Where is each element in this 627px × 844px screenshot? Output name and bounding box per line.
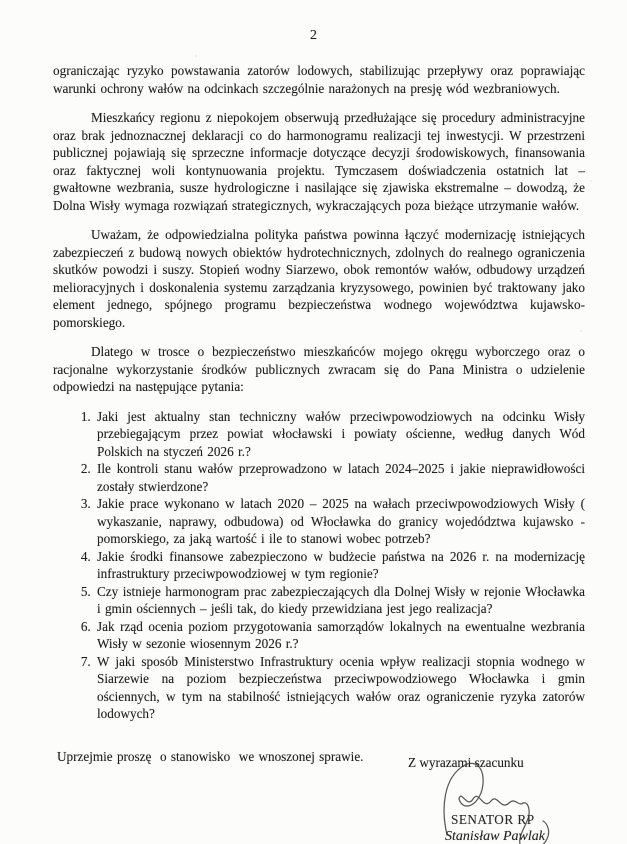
question-list (53, 408, 585, 723)
paragraph-concerns: Mieszkańcy regionu z niepokojem obserwują przedłużające się procedury administracyjne oraz brak jednoznacznej deklaracji co do harmonogramu realizacji tej inwestycji. W przestrzeni publicznej pojawiają się sprzeczne informacje dotyczące decyzji środowiskowych, finansowania oraz faktycznej woli kontynuowania projektu. Tymczasem doświadczenia ostatnich lat – gwałtowne wezbrania, susze hydrologiczne i nasilające się zjawiska ekstremalne – dowodzą, że Dolna Wisły wymaga rozwiązań strategicznych, wykraczających poza bieżące utrzymanie wałów. (53, 110, 585, 213)
paragraph-lead-in: Dlatego w trosce o bezpieczeństwo mieszkańców mojego okręgu wyborczego oraz o racjonalne wykorzystanie środków publicznych zwracam się do Pana Ministra o udzielenie odpowiedzi na następujące pytania: (53, 344, 585, 394)
signer-name: Stanisław Pawlak (445, 829, 545, 844)
question-item: 1. Jaki jest aktualny stan techniczny wałów przeciwpowodziowych na odcinku Wisły przebiegającym przez powiat włocławski i powiaty ościenne, według danych Wód Polskich na styczeń 2026 r.? (95, 408, 585, 461)
page-number: 2 (310, 28, 317, 43)
question-item: 5. Czy istnieje harmonogram prac zabezpieczających dla Dolnej Wisły w rejonie Włocławka i gmin ościennych – jeśli tak, do kiedy przewidziana jest jego realizacja? (95, 583, 585, 618)
letter-body (53, 62, 585, 765)
closing-request: Uprzejmie proszę o stanowisko we wnoszonej sprawie. (57, 748, 364, 764)
signer-title: SENATOR RP (451, 812, 535, 827)
question-item: 2. Ile kontroli stanu wałów przeprowadzono w latach 2024–2025 i jakie nieprawidłowości zostały stwierdzone? (95, 460, 585, 495)
question-item: 4. Jakie środki finansowe zabezpieczono w budżecie państwa na 2026 r. na modernizację infrastruktury przeciwpowodziowej w tym regionie? (95, 548, 585, 583)
paragraph-continuation: ograniczając ryzyko powstawania zatorów lodowych, stabilizując przepływy oraz poprawiając warunki ochrony wałów na odcinkach szczególnie narażonych na presję wód wezbraniowych. (53, 63, 585, 96)
salutation: Z wyrazami szacunku (408, 755, 524, 770)
paragraph-opinion: Uważam, że odpowiedzialna polityka państwa powinna łączyć modernizację istniejących zabezpieczeń z budową nowych obiektów hydrotechnicznych, zdolnych do realnego ograniczenia skutków powodzi i suszy. Stopień wodny Siarzewo, obok remontów wałów, odbudowy urządzeń melioracyjnych i doskonalenia systemu zarządzania kryzysowego, powinien być traktowany jako element jednego, spójnego programu bezpieczeństwa wodnego województwa kujawsko-pomorskiego. (53, 227, 585, 330)
question-item: 7. W jaki sposób Ministerstwo Infrastruktury ocenia wpływ realizacji stopnia wodnego w Siarzewie na poziom bezpieczeństwa przeciwpowodziowego Włocławka i gmin ościennych, w tym na stabilność istniejących wałów oraz ograniczenie ryzyka zatorów lodowych? (95, 653, 585, 723)
handwritten-signature-icon (425, 759, 575, 844)
question-item: 6. Jak rząd ocenia poziom przygotowania samorządów lokalnych na ewentualne wezbrania Wisły w sezonie wiosennym 2026 r.? (95, 618, 585, 653)
signature-block (403, 755, 593, 844)
question-item: 3. Jakie prace wykonano w latach 2020 – 2025 na wałach przeciwpowodziowych Wisły ( wykaszanie, naprawy, odbudowa) od Włocławka do granicy wojedództwa kujawsko - pomorskiego, za jaką wartość i ile to stanowi wobec potrzeb? (95, 495, 585, 548)
